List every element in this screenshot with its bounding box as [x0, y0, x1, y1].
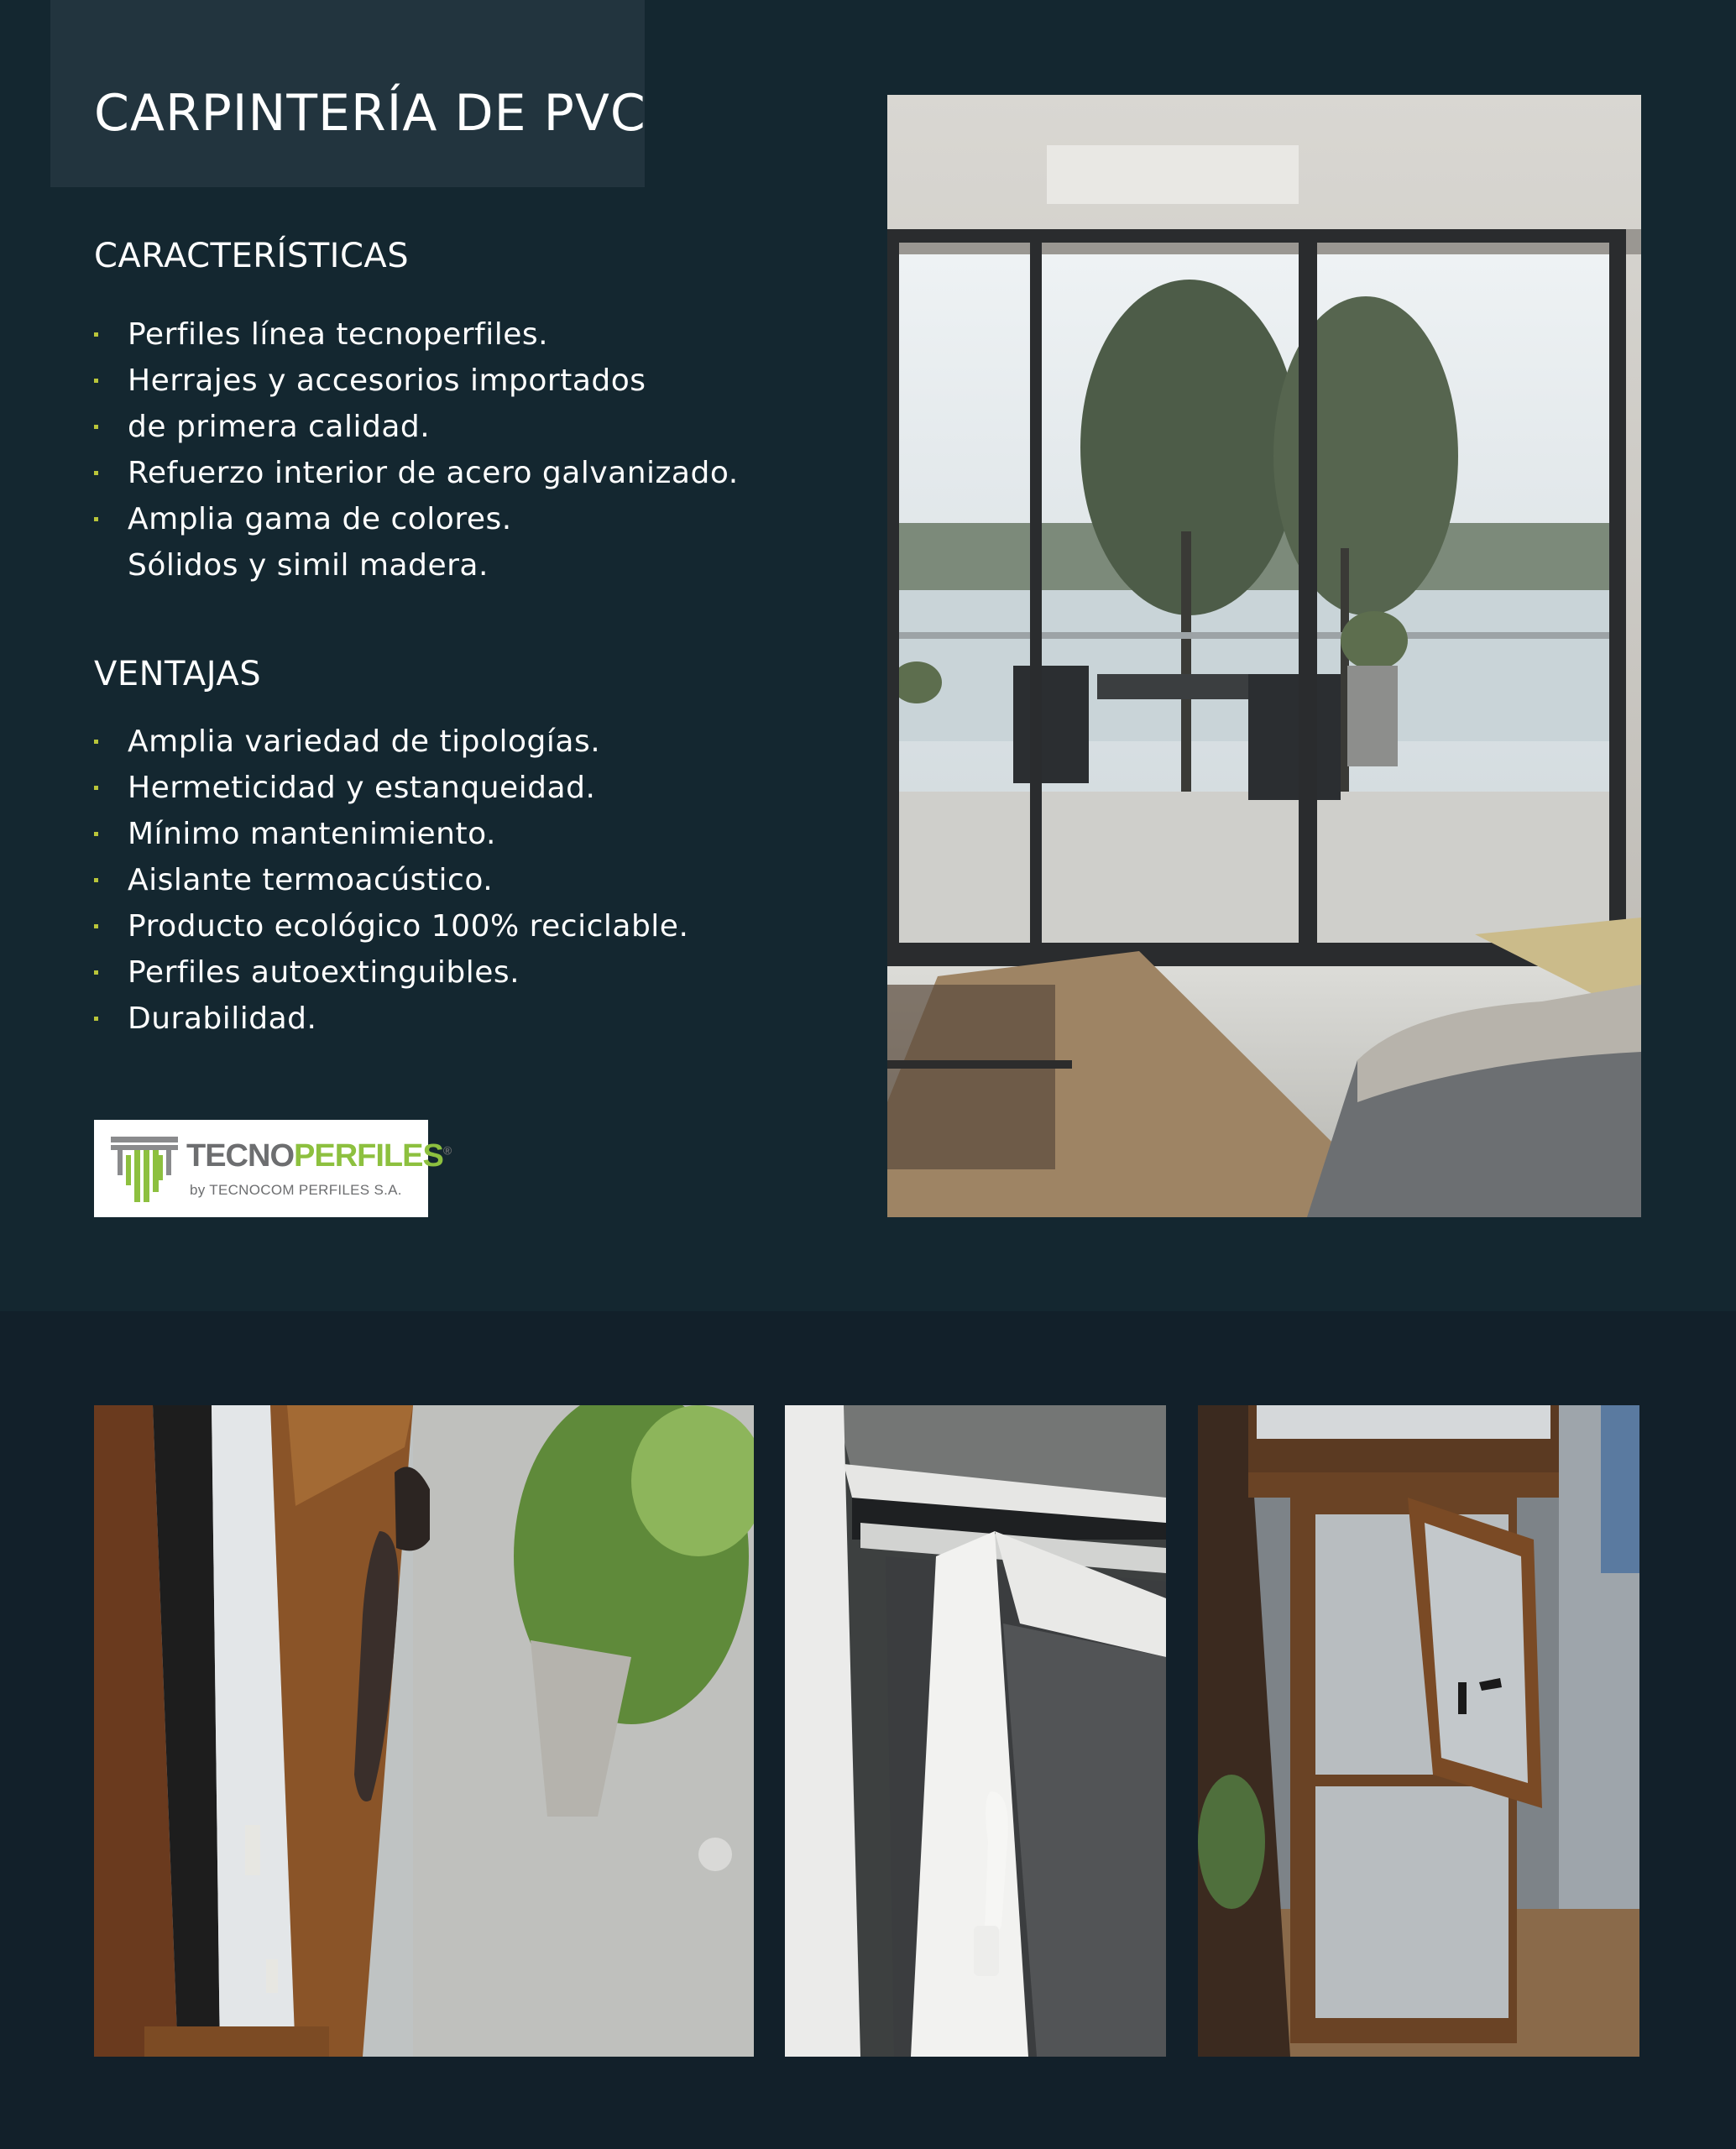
bullet-icon	[94, 786, 98, 790]
bullet-icon	[94, 1017, 98, 1021]
list-item: Mínimo mantenimiento.	[94, 811, 688, 857]
list-item: Herrajes y accesorios importados	[94, 358, 739, 404]
ventajas-heading: VENTAJAS	[94, 655, 262, 693]
list-item: Refuerzo interior de acero galvanizado.	[94, 450, 739, 496]
wood-tilt-window-photo	[1198, 1405, 1639, 2057]
ventajas-list	[94, 719, 688, 1042]
list-item: de primera calidad.	[94, 404, 739, 450]
list-item: Perfiles autoextinguibles.	[94, 949, 688, 996]
caracteristicas-list	[94, 311, 739, 588]
logo-name: TECNOPERFILES®	[186, 1138, 452, 1174]
bullet-icon	[94, 332, 98, 337]
bullet-icon	[94, 517, 98, 521]
bullet-icon	[94, 471, 98, 475]
list-item: Durabilidad.	[94, 996, 688, 1042]
bullet-icon	[94, 379, 98, 383]
bullet-icon	[94, 832, 98, 836]
list-item: Producto ecológico 100% reciclable.	[94, 903, 688, 949]
list-item: Sólidos y simil madera.	[128, 548, 489, 583]
bullet-icon	[94, 970, 98, 975]
list-item: Hermeticidad y estanqueidad.	[94, 765, 688, 811]
interior-sliding-door-photo	[887, 95, 1641, 1217]
list-item: Aislante termoacústico.	[94, 857, 688, 903]
white-window-handle-photo	[785, 1405, 1166, 2057]
title-box	[50, 0, 645, 187]
list-item: Amplia variedad de tipologías.	[94, 719, 688, 765]
list-item: Perfiles línea tecnoperfiles.	[94, 311, 739, 358]
bullet-icon	[94, 740, 98, 744]
page-title: CARPINTERÍA DE PVC	[94, 84, 646, 143]
list-item: Amplia gama de colores.	[94, 496, 739, 542]
bullet-icon	[94, 878, 98, 882]
logo-subtitle: by TECNOCOM PERFILES S.A.	[190, 1182, 402, 1198]
bullet-icon	[94, 924, 98, 928]
wood-window-handle-photo	[94, 1405, 754, 2057]
bottom-section	[0, 1311, 1736, 2149]
bullet-icon	[94, 425, 98, 429]
tecnoperfiles-logo-icon	[109, 1133, 180, 1204]
caracteristicas-heading: CARACTERÍSTICAS	[94, 237, 410, 275]
tecnoperfiles-logo	[94, 1120, 452, 1217]
